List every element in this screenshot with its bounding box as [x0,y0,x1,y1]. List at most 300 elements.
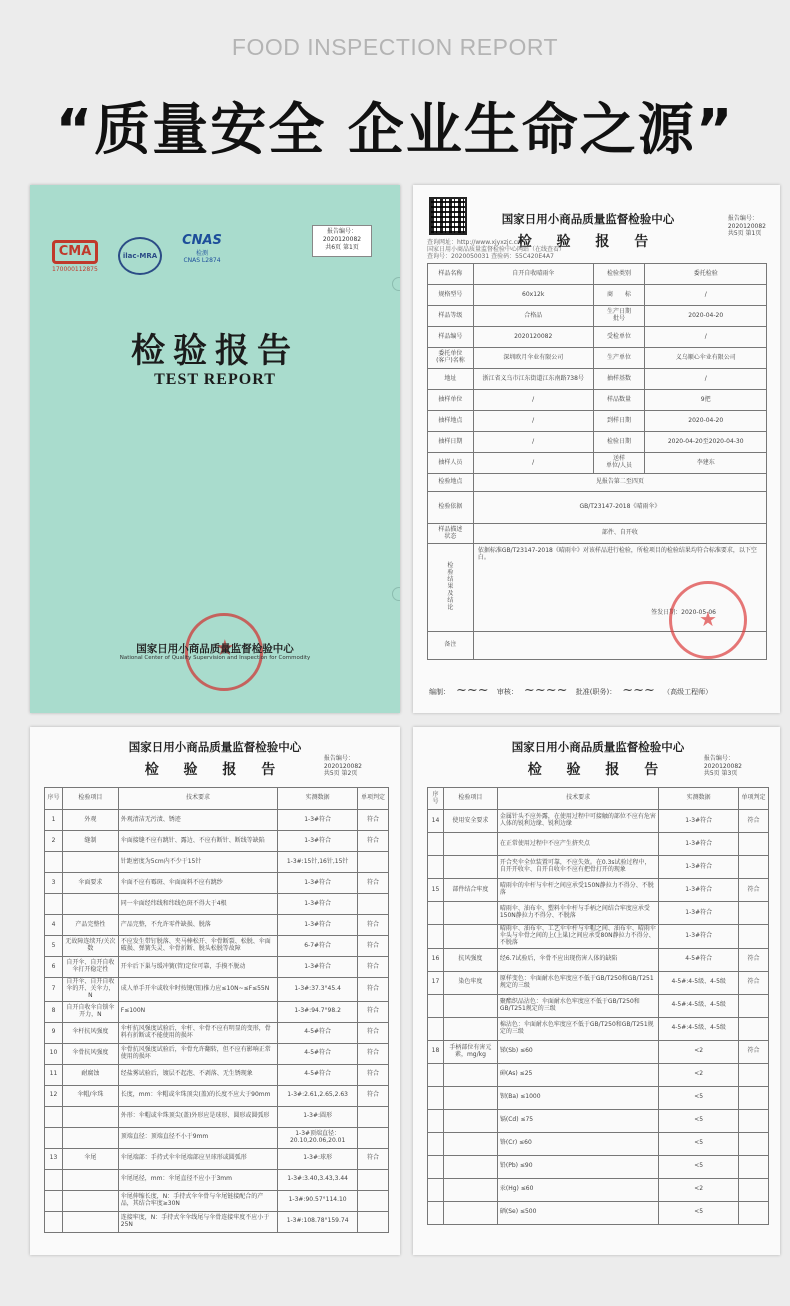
table-row [45,1043,389,1064]
table-cell: 符合 [358,831,389,852]
table-cell [62,1190,118,1211]
table-cell: <2 [659,1063,739,1086]
table-cell: 伞骨抗风强度 [62,1043,118,1064]
table-cell: 汞(Hg) ≤60 [497,1178,658,1201]
table-cell [739,1178,769,1201]
table-cell: 4-5#符合 [659,948,739,971]
section-label: FOOD INSPECTION REPORT [231,34,559,60]
table-cell: 序号 [45,788,63,810]
table-cell [428,833,444,856]
table-cell [358,1190,389,1211]
table-cell: 6-7#符合 [278,936,358,957]
table-cell [739,1132,769,1155]
table-cell: 连接牢度，N：手持式伞伞线尾与伞骨连接牢度不应小于25N [118,1211,277,1232]
table-row [428,1201,769,1224]
table-cell: 部件结合牢度 [443,879,497,902]
table-cell: 棉沾色：伞面耐水色牢度应不低于GB/T250和GB/T251规定的三级 [497,1017,658,1040]
table-cell: 伞帽/伞珠 [62,1085,118,1106]
table-cell: 序号 [428,788,444,810]
table-row [428,971,769,994]
headline: “质量安全 企业生命之源” [55,98,735,163]
table-row [428,327,767,348]
table-cell: 2020-04-20至2020-04-30 [645,432,767,453]
table-cell: 成人单手开伞或收伞时按键(钮)推力应≤10N~≤F≤55N [118,978,277,1002]
table-cell: 符合 [358,1064,389,1085]
cover-org-cn: 国家日用小商品质量监督检验中心 [136,643,294,655]
table-cell: 伞面不应有霉斑、伞面面料不应有跳纱 [118,873,277,894]
table-cell: 到样日期 [593,411,645,432]
table-row [45,810,389,831]
table-cell [62,894,118,915]
table-cell [739,1017,769,1040]
table-cell: 技术要求 [497,788,658,810]
table-cell [739,1201,769,1224]
table-cell [428,1063,444,1086]
table-cell [443,1155,497,1178]
table-cell: 经6.7试验后，伞骨不应出现伤害人体的缺陷 [497,948,658,971]
table-cell [45,1106,63,1127]
table-row [45,1064,389,1085]
table-cell: 抽样单位 [428,390,474,411]
table-cell: 1-3#:37.3°45.4 [278,978,358,1002]
table-cell: / [473,411,593,432]
table-cell: 不应发生带钉脱落、夹马棒松开、伞骨断裂、松脱、伞面破损、弹簧失灵、伞骨折断、脱头松脱等故障 [118,936,277,957]
table-cell: 产品完整性 [62,915,118,936]
table-row [428,833,769,856]
table-row [428,1063,769,1086]
table-cell: 7 [45,978,63,1002]
table-cell: 伞尾伸缩长度，N：手持式伞伞骨与伞尾链接配合的产品，其结合牢度≥30N [118,1190,277,1211]
table-cell: 伞杆抗风强度试验后，伞杆、伞骨不应有明显的变形，骨料有折断或不能使用的损坏 [118,1022,277,1043]
table-cell: 伞面接缝不应有跳针、露边、不应有断针、断线等缺陷 [118,831,277,852]
table-row [428,285,767,306]
cnas-logo: CNAS 检测 CNAS L2874 [182,233,222,264]
table-cell: 技术要求 [118,788,277,810]
table-cell [358,894,389,915]
table-cell [443,1086,497,1109]
table-cell: 外形：伞帽或伞珠顶尖(盖)外形应是球形、圆形或圆弧形 [118,1106,277,1127]
table-cell: 伞尾 [62,1148,118,1169]
table-row [45,1001,389,1022]
table-cell [428,925,444,949]
table-row [428,1040,769,1063]
table-cell [443,856,497,879]
table-cell: 样品数量 [593,390,645,411]
cover-title-cn: 检验报告 [131,331,299,371]
table-cell: 符合 [358,1043,389,1064]
table-cell [443,1132,497,1155]
table-cell: 检验项目 [62,788,118,810]
table-cell: 伞尾端部：手持式伞伞尾端部应呈球形或圆弧形 [118,1148,277,1169]
table-row [428,390,767,411]
table-cell [62,1211,118,1232]
table-cell [443,925,497,949]
table-cell: 1-3#符合 [659,925,739,949]
table-cell: 抽样人员 [428,453,474,474]
table-cell: 单项判定 [358,788,389,810]
table-cell: 针距密度为5cm内不少于15针 [118,852,277,873]
table-cell: <5 [659,1109,739,1132]
table-row [428,925,769,949]
table-cell [428,902,444,925]
table-row [428,902,769,925]
table-cell: 开伞后下巢与缓冲簧(管)定位可靠，手摸不脱动 [118,957,277,978]
table-cell: 符合 [358,810,389,831]
table-cell: 符合 [358,1022,389,1043]
table-cell: 14 [428,810,444,833]
table-cell [443,833,497,856]
table-row [428,1109,769,1132]
table-row [45,1211,389,1232]
table-cell: 检验项目 [443,788,497,810]
cover-org-en: National Center of Quality Supervision and Inspection for Commodity [119,655,311,661]
table-cell: 委托检验 [645,264,767,285]
table-cell [739,833,769,856]
table-row [45,936,389,957]
table-cell [428,1178,444,1201]
table-cell [443,1063,497,1086]
table-cell: 染色牢度 [443,971,497,994]
table-cell: 自开自收晴雨伞 [473,264,593,285]
report-number: 报告编号： 2020120082 共5页 第1页 [727,215,766,237]
table-cell: 5 [45,936,63,957]
table-cell: 锑(Sb) ≤60 [497,1040,658,1063]
table-cell: 硒(Se) ≤500 [497,1201,658,1224]
table-cell [739,1086,769,1109]
table-cell: / [473,390,593,411]
table-cell: 产品完整，不允许零件缺损、脱落 [118,915,277,936]
table-cell [45,1169,63,1190]
table-cell: 8 [45,1001,63,1022]
table-row [45,1190,389,1211]
table-cell: <5 [659,1201,739,1224]
table-cell: 金属针头不应外露，在使用过程中可接触的部位不应有危害人体的锐利边缘、锐利边缘 [497,810,658,833]
table-cell: 检验日期 [593,432,645,453]
table-cell: 符合 [358,1085,389,1106]
table-cell: 外观 [62,810,118,831]
table-cell: 11 [45,1064,63,1085]
table-cell: 抽样基数 [593,369,645,390]
table-cell: 符合 [358,936,389,957]
table-cell [45,1190,63,1211]
table-cell [428,856,444,879]
table-cell: 符合 [358,873,389,894]
signature-handwritten: ~~~~ [523,683,568,698]
report-page-3 [413,727,780,1255]
table-cell [45,1211,63,1232]
table-row [45,873,389,894]
table-cell: 聚酯织品沾色：伞面耐水色牢度应不低于GB/T250和GB/T251规定的三级 [497,994,658,1017]
table-cell: 抽样地点 [428,411,474,432]
table-cell: 4-5#符合 [278,1022,358,1043]
table-cell: 符合 [358,1148,389,1169]
table-cell [62,852,118,873]
table-cell: 顶端直径：顶端直径不小于9mm [118,1127,277,1148]
table-cell [428,1201,444,1224]
test-table [427,787,769,1225]
table-cell [428,1132,444,1155]
cma-number: 170000112875 [52,266,98,273]
table-cell: 1-3#:15针,16针,15针 [278,852,358,873]
table-cell: 样品名称 [428,264,474,285]
table-cell [739,994,769,1017]
table-cell [443,902,497,925]
table-cell: 自开伞、自开自收伞的开、关伞力，N [62,978,118,1002]
table-row [428,369,767,390]
table-cell: 18 [428,1040,444,1063]
page-title: 检 验 报 告 [527,762,669,778]
table-cell: 伞面要求 [62,873,118,894]
table-row [428,810,769,833]
report-number: 报告编号： 2020120082 共5页 第3页 [703,755,742,777]
table-cell: 砷(As) ≤25 [497,1063,658,1086]
table-cell [428,1155,444,1178]
table-cell: 在正常使用过程中不应产生挤夹点 [497,833,658,856]
table-cell: 2020120082 [473,327,593,348]
table-row [428,856,769,879]
table-row [45,852,389,873]
report-page-2 [30,727,400,1255]
table-cell: 1-3#:108.78°159.74 [278,1211,358,1232]
table-cell: 13 [45,1148,63,1169]
table-cell: 检验类别 [593,264,645,285]
table-cell [428,1086,444,1109]
table-cell: 符合 [358,915,389,936]
table-cell: 自开伞、自开自收伞打开稳定性 [62,957,118,978]
table-cell: 经盐雾试验后，镀层不起泡、不剥落、无生锈现象 [118,1064,277,1085]
table-cell: 伞杆抗风强度 [62,1022,118,1043]
table-cell: 1-3#符合 [659,879,739,902]
table-cell: 样品等级 [428,306,474,327]
table-cell [358,1106,389,1127]
table-cell: 镉(Cd) ≤75 [497,1109,658,1132]
table-row [428,1086,769,1109]
table-cell [443,1178,497,1201]
table-cell: 1-3#:球形 [278,1148,358,1169]
table-cell: 16 [428,948,444,971]
table-cell: 1-3#:90.57°114.10 [278,1190,358,1211]
table-cell: <2 [659,1040,739,1063]
table-cell: <2 [659,1178,739,1201]
test-table [44,787,389,1233]
table-cell: 1-3#:2.61,2.65,2.63 [278,1085,358,1106]
table-cell [358,1169,389,1190]
binding-hole [392,587,400,601]
table-cell: 耐腐蚀 [62,1064,118,1085]
table-cell: 1-3#:3.40,3.43,3.44 [278,1169,358,1190]
conclusion-text: 依据标准GB/T23147-2018《晴雨伞》对该样品进行检验，所检项目的检验结果均符合标准要求，以下空白。 [477,547,757,561]
table-row [45,1022,389,1043]
report-page-1 [413,185,780,713]
table-cell: 1-3#符合 [659,810,739,833]
table-cell: 15 [428,879,444,902]
table-cell: 4-5#:4-5级、4-5级 [659,971,739,994]
table-cell: 伞骨抗风强度试验后，伞骨允许翻转，但不应有影响正常使用的损坏 [118,1043,277,1064]
ilac-mra-logo: ilac-MRA [118,237,162,275]
table-cell: 2 [45,831,63,852]
table-cell: 商 标 [593,285,645,306]
page-title: 检 验 报 告 [517,234,659,250]
table-cell: 晴雨伞的伞杆与伞杆之间应承受150N静拉力不得分、不脱落 [497,879,658,902]
table-cell: 1-3#符合 [659,902,739,925]
table-cell: 送样 单位/人员 [593,453,645,474]
table-cell: 符合 [358,1001,389,1022]
table-cell: 1 [45,810,63,831]
table-row [428,411,767,432]
table-cell [443,1109,497,1132]
table-cell: 17 [428,971,444,994]
table-cell: 实测数据 [659,788,739,810]
table-row [45,1127,389,1148]
table-cell: 伞尾尾径，mm：伞尾直径不应小于3mm [118,1169,277,1190]
table-cell: 李建东 [645,453,767,474]
table-cell: 生产单位 [593,348,645,369]
table-cell [739,1109,769,1132]
table-cell: 1-3#符合 [278,915,358,936]
table-cell: <5 [659,1155,739,1178]
table-cell: 同一伞面经纬线和纬线色斑不得大于4根 [118,894,277,915]
table-cell: 9把 [645,390,767,411]
table-cell: 符合 [739,810,769,833]
table-cell: 1-3#:圆形 [278,1106,358,1127]
table-cell: / [645,369,767,390]
table-cell: 符合 [358,978,389,1002]
table-cell: 晴雨伞、油布伞、工艺伞伞杆与伞帽之间、油布伞、晴雨伞伞头与伞骨之间的上(上巢)之间应承受80N静拉力不得分、不脱落 [497,925,658,949]
table-row [45,978,389,1002]
table-cell: 钡(Ba) ≤1000 [497,1086,658,1109]
table-cell: 合格品 [473,306,593,327]
page-title: 检 验 报 告 [144,762,286,778]
table-row [45,915,389,936]
table-cell [428,1109,444,1132]
table-row [428,432,767,453]
table-row [45,957,389,978]
table-row [428,1132,769,1155]
table-cell [428,1017,444,1040]
table-cell: 1-3#符合 [278,873,358,894]
table-cell: 9 [45,1022,63,1043]
table-cell [45,894,63,915]
table-cell: 1-3#符合 [278,894,358,915]
table-cell [358,1127,389,1148]
table-cell: 1-3#:94.7°98.2 [278,1001,358,1022]
report-cover [30,185,400,713]
page-org: 国家日用小商品质量监督检验中心 [511,740,685,754]
table-cell: 缝制 [62,831,118,852]
table-cell: 10 [45,1043,63,1064]
table-cell [62,1127,118,1148]
table-row [428,1017,769,1040]
table-cell: 单项判定 [739,788,769,810]
table-cell: <5 [659,1132,739,1155]
table-cell: 4 [45,915,63,936]
table-cell: 2020-04-20 [645,411,767,432]
table-cell: 开合夹伞全位装置可靠，不应失效。在0.3s试验过程中，自开开收伞、自开自收伞不应有把骨打开的现象 [497,856,658,879]
table-cell: 1-3#顶端直径：20.10,20.06,20.01 [278,1127,358,1148]
table-cell [62,1106,118,1127]
table-cell [62,1169,118,1190]
table-cell: / [645,285,767,306]
table-cell [739,1063,769,1086]
table-cell: 符合 [358,957,389,978]
signature-handwritten: ~~~ [456,683,489,698]
page-org: 国家日用小商品质量监督检验中心 [501,212,675,226]
table-row [45,1148,389,1169]
table-cell [739,1155,769,1178]
table-row [428,1178,769,1201]
signature-handwritten: ~~~ [622,683,655,698]
table-cell: 60x12k [473,285,593,306]
table-cell [358,1211,389,1232]
page-org: 国家日用小商品质量监督检验中心 [128,740,302,754]
qr-code [429,197,467,235]
table-cell: 实测数据 [278,788,358,810]
table-row [45,1106,389,1127]
table-cell: 委托单位 (客户)名称 [428,348,474,369]
table-cell: 生产日期 批号 [593,306,645,327]
table-cell: 抽样日期 [428,432,474,453]
table-cell: 规格型号 [428,285,474,306]
table-row [428,879,769,902]
table-cell: 晴雨伞、油布伞、塑料伞伞杆与手柄之间结合牢度应承受150N静拉力不得分、不脱落 [497,902,658,925]
table-cell: 长度，mm：伞帽或伞珠顶尖(盖)的长度不应大于90mm [118,1085,277,1106]
table-row [428,453,767,474]
table-cell: 6 [45,957,63,978]
table-row [428,306,767,327]
table-cell [443,1017,497,1040]
table-cell [739,902,769,925]
table-cell: 1-3#符合 [659,856,739,879]
table-row [45,831,389,852]
issue-date: 签发日期：2020-05-06 [651,609,716,617]
table-cell: 无故障连续开/关次数 [62,936,118,957]
table-cell: 外观清洁无污渍、锈迹 [118,810,277,831]
table-cell: 使用安全要求 [443,810,497,833]
table-cell [45,852,63,873]
table-cell [45,1127,63,1148]
table-cell: 符合 [739,1040,769,1063]
table-cell: 铬(Cr) ≤60 [497,1132,658,1155]
table-cell: 4-5#符合 [278,1043,358,1064]
table-row [45,1085,389,1106]
table-cell: F≤100N [118,1001,277,1022]
report-number: 报告编号： 2020120082 共5页 第2页 [323,755,362,777]
table-cell: 自开自收伞自锁伞开力，N [62,1001,118,1022]
table-cell: / [473,453,593,474]
table-cell: 1-3#符合 [278,810,358,831]
table-cell: 3 [45,873,63,894]
table-cell: 4-5#:4-5级、4-5级 [659,994,739,1017]
table-cell: / [473,432,593,453]
table-row [428,348,767,369]
table-cell: 2020-04-20 [645,306,767,327]
table-cell: 受检单位 [593,327,645,348]
table-cell: 铅(Pb) ≤90 [497,1155,658,1178]
table-cell: 12 [45,1085,63,1106]
table-row [428,1155,769,1178]
signature-row: 编制： ~~~ 审核： ~~~~ 批准(职务)： ~~~ （高级工程师） [429,683,713,698]
info-table: 样品名称 自开自收晴雨伞 检验类别 委托检验 规格型号 60x12k 商 标 / 样品等级 合格品 生产日期 批号 2020-04-20 样品编号 2020120082 受检单位 / 委托单位 (客户)名称 深圳欧月伞业有限公司 生产单位 义乌顺心伞业有限公司 地址 浙江省义乌市江东街道江东南路738号 抽样基数 / 抽样单位 / 样品数量 9把 抽样地点 / 到样日期 2020-04-20 抽样日期 / 检验日期 2020-04-20至2020-04-30 抽样人员 / 送样 单位/人员 李建东 检验地点 见报告第二至四页 检验依据 GB/T23147-2018《晴雨伞》 样品描述 状态 部件、自开收 检 验 结 果 及 结 论 依据标准GB/T23147-2018《晴雨伞》对该样品进行检验，所检项目的检验结果均符合标准要求，以下空白。 签发日期：2020-05-06 备注 [427,263,767,660]
table-cell: <5 [659,1086,739,1109]
table-cell [428,994,444,1017]
table-cell: 浙江省义乌市江东街道江东南路738号 [473,369,593,390]
table-cell: 地址 [428,369,474,390]
table-cell: 手柄部位有害元素，mg/kg [443,1040,497,1063]
table-row [428,948,769,971]
table-row [428,994,769,1017]
table-row [45,894,389,915]
table-cell [443,994,497,1017]
